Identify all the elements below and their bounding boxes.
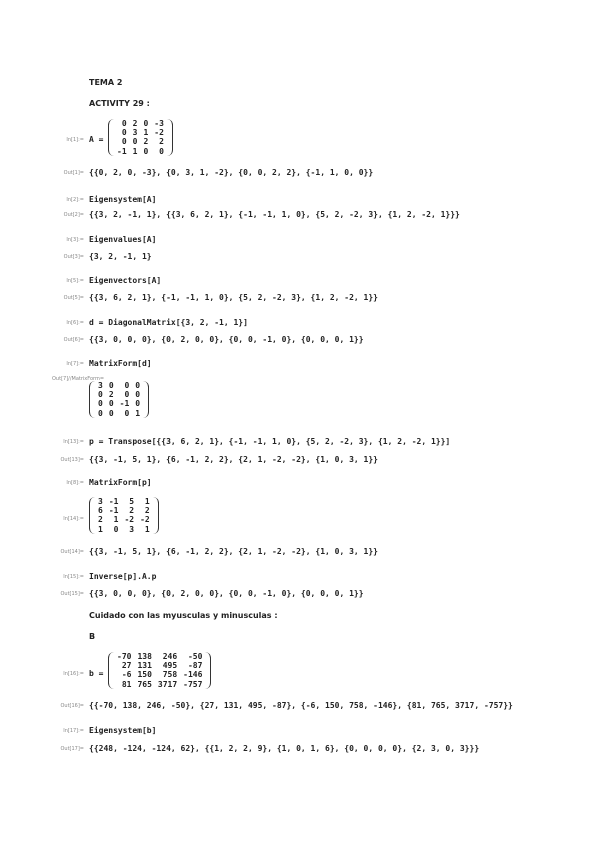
output-label: Out[1]=: [63, 170, 84, 176]
cell-in7[interactable]: [0, 357, 600, 371]
matrix-row: [114, 661, 205, 670]
cell-out13: [0, 453, 600, 467]
cell-in1[interactable]: [0, 133, 600, 147]
matrix-row: [95, 381, 143, 390]
input-text: MatrixForm[d]: [89, 359, 152, 368]
matrix-cell: 0: [121, 119, 127, 128]
matrix-cell: 0: [135, 390, 141, 400]
matrix-cell: 150: [137, 670, 152, 680]
matrix-cell: 0: [143, 146, 149, 156]
output-text: {{3, -1, 5, 1}, {6, -1, 2, 2}, {2, 1, -2, -2}, {1, 0, 3, 1}}: [89, 547, 378, 556]
matrix-cell: 3: [132, 128, 138, 138]
matrix-cell: 2: [159, 137, 164, 147]
output-text: {{3, 0, 0, 0}, {0, 2, 0, 0}, {0, 0, -1, 0}, {0, 0, 0, 1}}: [89, 335, 364, 344]
matrix-cell: -1: [108, 497, 119, 506]
output-text: {3, 2, -1, 1}: [89, 252, 152, 261]
matrix-cell: 0: [143, 119, 149, 128]
input-label: In[8]:=: [66, 480, 84, 486]
cell-out3: [0, 250, 600, 264]
matrix-d: [89, 381, 149, 418]
matrix-cell: 3717: [157, 679, 178, 689]
matrix-row: [114, 119, 167, 128]
input-label: In[16]:=: [63, 671, 84, 677]
cell-out2: [0, 208, 600, 222]
matrix-cell: -87: [187, 661, 203, 671]
matrix-cell: 3: [98, 381, 103, 390]
output-text: {{3, -1, 5, 1}, {6, -1, 2, 2}, {2, 1, -2, -2}, {1, 0, 3, 1}}: [89, 455, 378, 464]
input-text: Eigensystem[b]: [89, 726, 157, 735]
matrix-cell: -1: [119, 399, 130, 409]
matrix-row: [95, 506, 153, 515]
cell-in16[interactable]: [0, 667, 600, 681]
output-text: {{3, 0, 0, 0}, {0, 2, 0, 0}, {0, 0, -1, 0}, {0, 0, 0, 1}}: [89, 589, 364, 598]
output-label: Out[5]=: [63, 295, 84, 301]
output-text: {{3, 6, 2, 1}, {-1, -1, 1, 0}, {5, 2, -2, 3}, {1, 2, -2, 1}}: [89, 293, 378, 302]
matrix-cell: 495: [162, 661, 178, 671]
input-label: In[7]:=: [66, 361, 84, 367]
matrix-A: [108, 119, 173, 156]
matrix-cell: 5: [129, 497, 135, 506]
matrix-row: [114, 652, 205, 661]
cell-in2[interactable]: [0, 193, 600, 207]
matrix-cell: 1: [143, 128, 149, 138]
matrix-row: [114, 147, 167, 156]
matrix-cell: 2: [144, 506, 150, 516]
cell-out15: [0, 587, 600, 601]
matrix-row: [95, 515, 153, 524]
output-text: {{0, 2, 0, -3}, {0, 3, 1, -2}, {0, 0, 2, 2}, {-1, 1, 0, 0}}: [89, 168, 374, 177]
matrix-row: [114, 670, 205, 679]
matrix-b: [108, 652, 211, 689]
matrix-cell: 0: [98, 408, 103, 418]
cell-in5[interactable]: [0, 274, 600, 288]
matrix-cell: 0: [132, 137, 138, 147]
matrix-cell: -1: [108, 506, 119, 516]
output-label: Out[17]=: [60, 746, 84, 752]
matrix-cell: -2: [124, 515, 135, 525]
input-text: Eigenvalues[A]: [89, 235, 157, 244]
input-label: In[2]:=: [66, 197, 84, 203]
matrix-cell: -2: [140, 515, 150, 525]
matrix-row: [95, 525, 153, 534]
matrix-cell: 0: [98, 390, 103, 400]
input-label: In[6]:=: [66, 320, 84, 326]
input-label: In[14]:=: [63, 516, 84, 522]
matrix-cell: 0: [124, 390, 130, 400]
input-label: In[5]:=: [66, 278, 84, 284]
input-label: In[1]:=: [66, 137, 84, 143]
matrix-cell: 0: [108, 408, 114, 418]
matrix-cell: 2: [129, 506, 135, 516]
assignment-lhs: A =: [89, 135, 104, 144]
matrix-cell: -146: [183, 670, 203, 680]
matrix-cell: -1: [117, 146, 127, 156]
matrix-cell: 0: [98, 399, 103, 409]
matrix-cell: 0: [108, 399, 114, 409]
matrix-cell: -70: [117, 652, 132, 661]
b-label: B: [89, 632, 96, 641]
input-text: MatrixForm[p]: [89, 478, 152, 487]
matrix-cell: 0: [159, 146, 164, 156]
cell-in15[interactable]: [0, 570, 600, 584]
output-text: {{3, 2, -1, 1}, {{3, 6, 2, 1}, {-1, -1, 1, 0}, {5, 2, -2, 3}, {1, 2, -2, 1}}}: [89, 210, 460, 219]
matrix-cell: 3: [98, 497, 103, 506]
matrix-cell: 0: [124, 381, 130, 390]
cell-out1: [0, 166, 600, 180]
output-label: Out[3]=: [63, 254, 84, 260]
matrix-row: [114, 680, 205, 689]
matrix-cell: 0: [135, 399, 141, 409]
matrix-cell: 1: [113, 515, 119, 525]
matrix-cell: 6: [98, 506, 103, 516]
section-title: TEMA 2: [89, 78, 123, 87]
input-label: In[13]:=: [63, 439, 84, 445]
matrix-cell: 0: [121, 137, 127, 147]
activity-title: ACTIVITY 29 :: [89, 99, 150, 108]
matrix-cell: 2: [108, 390, 114, 400]
matrix-cell: 2: [98, 515, 103, 525]
matrix-cell: 138: [137, 652, 152, 661]
input-text: d = DiagonalMatrix[{3, 2, -1, 1}]: [89, 318, 248, 327]
matrix-row: [95, 399, 143, 408]
matrix-cell: 0: [135, 381, 141, 390]
input-label: In[17]:=: [63, 728, 84, 734]
matrix-cell: -2: [154, 128, 164, 138]
matrix-cell: 131: [137, 661, 152, 671]
matrix-row: [95, 409, 143, 418]
input-text: Eigenvectors[A]: [89, 276, 162, 285]
input-label: In[3]:=: [66, 237, 84, 243]
matrix-cell: -50: [187, 652, 203, 661]
output-label: Out[2]=: [63, 212, 84, 218]
matrix-cell: -3: [154, 119, 164, 128]
matrix-cell: 0: [121, 128, 127, 138]
output-label: Out[15]=: [60, 591, 84, 597]
matrix-row: [114, 137, 167, 146]
output-label: Out[6]=: [63, 337, 84, 343]
cell-out14: [0, 545, 600, 559]
cell-in17[interactable]: [0, 724, 600, 738]
matrix-cell: 1: [132, 146, 138, 156]
cell-in6[interactable]: [0, 316, 600, 330]
cell-out6: [0, 333, 600, 347]
cell-in3[interactable]: [0, 233, 600, 247]
matrix-cell: 1: [135, 408, 141, 418]
matrix-cell: 27: [121, 661, 132, 671]
matrix-cell: 2: [132, 119, 138, 128]
matrix-cell: 758: [162, 670, 178, 680]
matrix-cell: 1: [144, 524, 150, 534]
output-label: Out[7]//MatrixForm=: [52, 376, 105, 382]
cell-in13[interactable]: [0, 435, 600, 449]
matrix-row: [114, 128, 167, 137]
input-text: Eigensystem[A]: [89, 195, 157, 204]
matrix-row: [95, 497, 153, 506]
matrix-cell: 765: [137, 679, 152, 689]
input-text: p = Transpose[{{3, 6, 2, 1}, {-1, -1, 1, 0}, {5, 2, -2, 3}, {1, 2, -2, 1}}]: [89, 437, 451, 446]
cell-out16: [0, 699, 600, 713]
output-label: Out[16]=: [60, 703, 84, 709]
matrix-cell: 2: [143, 137, 149, 147]
cell-out5: [0, 291, 600, 305]
matrix-row: [95, 390, 143, 399]
matrix-cell: 0: [124, 408, 130, 418]
matrix-cell: 0: [113, 524, 119, 534]
cell-out17: [0, 742, 600, 756]
matrix-cell: 1: [144, 497, 150, 506]
matrix-cell: 246: [162, 652, 178, 661]
matrix-cell: 1: [98, 524, 103, 534]
matrix-cell: 3: [129, 524, 135, 534]
matrix-cell: 0: [108, 381, 114, 390]
note-text: Cuidado con las myusculas y minusculas :: [89, 611, 278, 620]
input-text: Inverse[p].A.p: [89, 572, 157, 581]
matrix-cell: -757: [183, 679, 203, 689]
matrix-cell: 81: [121, 679, 132, 689]
output-label: Out[13]=: [60, 457, 84, 463]
assignment-lhs: b =: [89, 669, 104, 678]
matrix-cell: -6: [121, 670, 132, 680]
cell-in8[interactable]: [0, 476, 600, 490]
matrix-p: [89, 497, 159, 534]
output-text: {{248, -124, -124, 62}, {{1, 2, 2, 9}, {1, 0, 1, 6}, {0, 0, 0, 0}, {2, 3, 0, 3}}}: [89, 744, 480, 753]
output-text: {{-70, 138, 246, -50}, {27, 131, 495, -87}, {-6, 150, 758, -146}, {81, 765, 3717, -757}}: [89, 701, 513, 710]
input-label: In[15]:=: [63, 574, 84, 580]
output-label: Out[14]=: [60, 549, 84, 555]
